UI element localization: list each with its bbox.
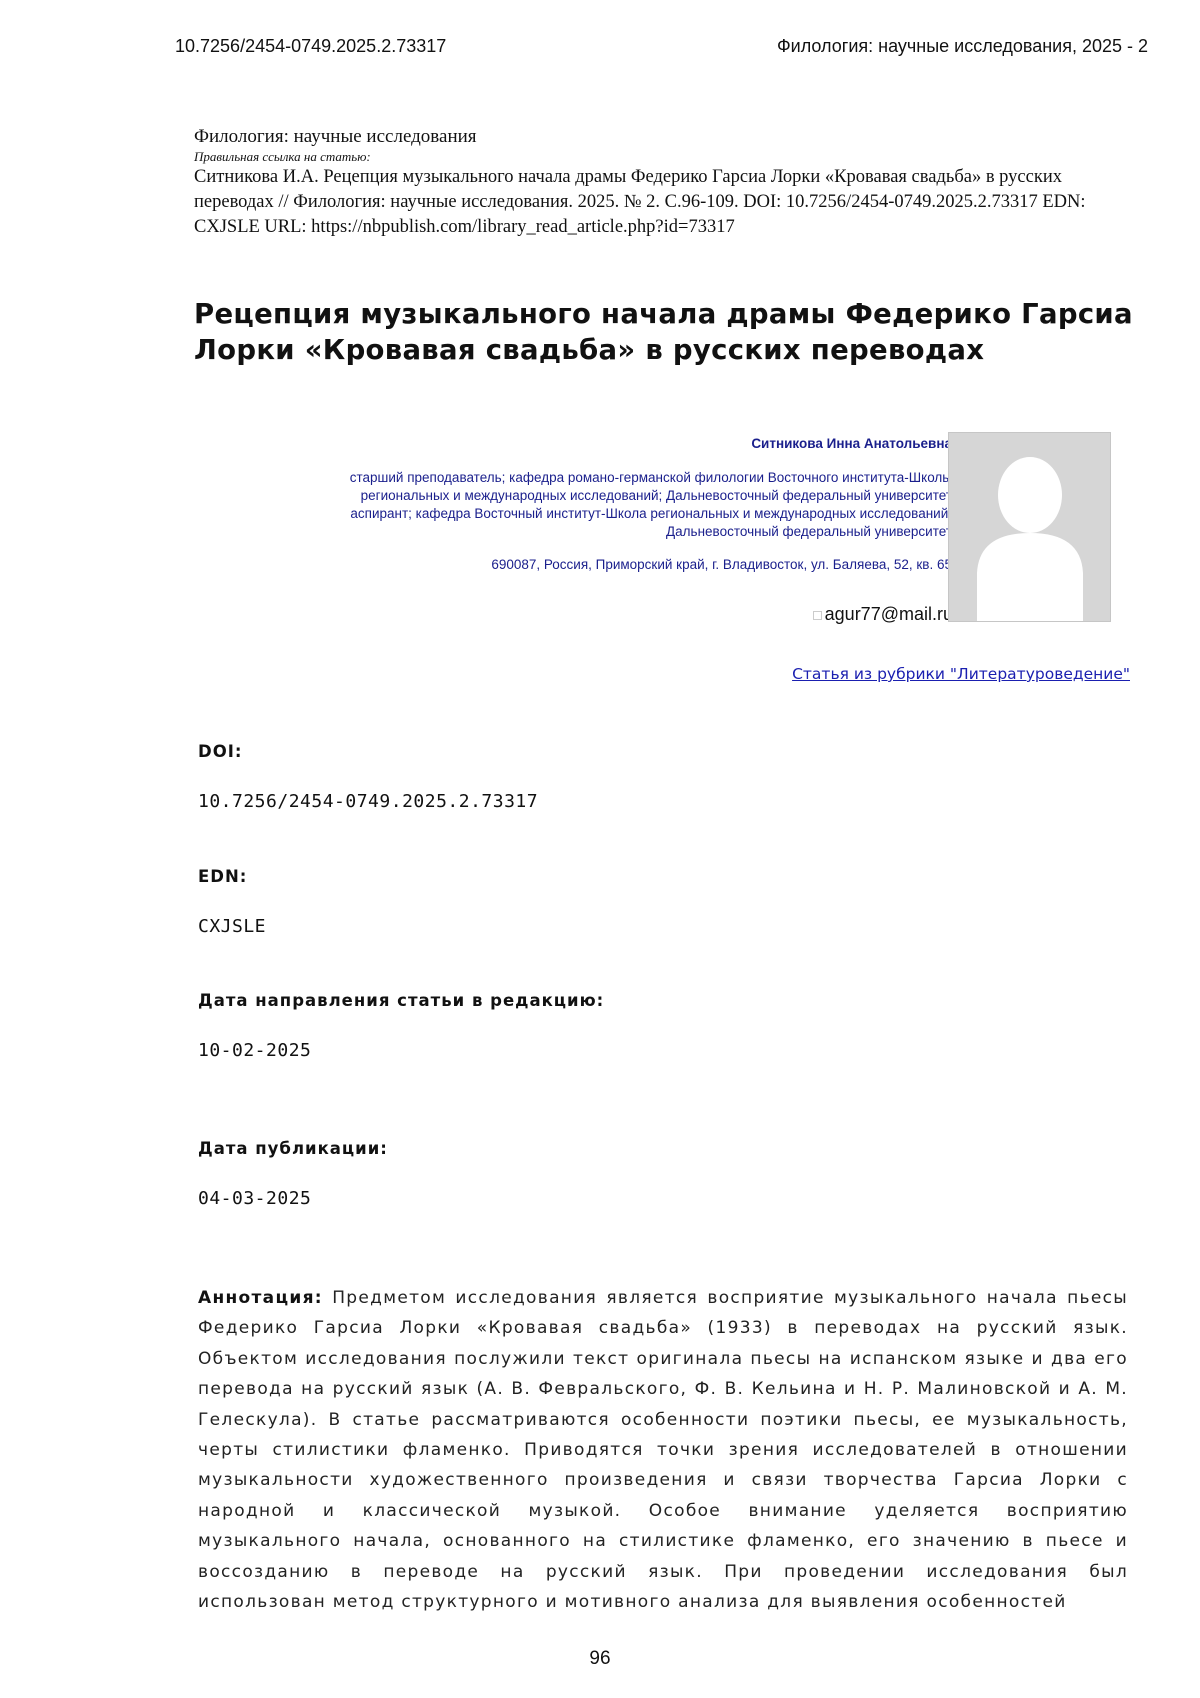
doi-value: 10.7256/2454-0749.2025.2.73317 [198,791,538,812]
affiliation-line: Дальневосточный федеральный университет [252,523,952,541]
rubric-link[interactable]: Статья из рубрики "Литературоведение" [792,665,1130,683]
affiliation-line: аспирант; кафедра Восточный институт-Школа региональных и международных исследований; [252,505,952,523]
citation-journal: Филология: научные исследования [194,124,1134,149]
author-address: 690087, Россия, Приморский край, г. Владивосток, ул. Баляева, 52, кв. 65 [252,557,952,572]
published-label: Дата публикации: [198,1139,388,1158]
email-icon [813,611,822,620]
author-photo-placeholder [948,432,1111,622]
header-journal-issue: Филология: научные исследования, 2025 - 2 [777,36,1148,57]
page-number: 96 [0,1648,1200,1670]
submitted-label: Дата направления статьи в редакцию: [198,991,604,1010]
affiliation-line: региональных и международных исследований; Дальневосточный федеральный университет [252,487,952,505]
header-doi: 10.7256/2454-0749.2025.2.73317 [175,36,446,57]
published-value: 04-03-2025 [198,1188,311,1209]
author-affiliation [252,469,952,541]
doi-label: DOI: [198,742,242,761]
citation-text: Ситникова И.А. Рецепция музыкального начала драмы Федерико Гарсиа Лорки «Кровавая свадьба» в русских переводах // Филология: научные исследования. 2025. № 2. С.96-109. DOI: 10.7256/2454-0749.2025.2.73317 EDN: CXJSLE URL: https://nbpublish.com/library_read_article.php?id=73317 [194,165,1134,240]
citation-block [194,124,1134,240]
article-title: Рецепция музыкального начала драмы Федерико Гарсиа Лорки «Кровавая свадьба» в русских переводах [194,296,1144,368]
avatar-silhouette-icon [949,433,1111,622]
affiliation-line: старший преподаватель; кафедра романо-германской филологии Восточного института-Школы [252,469,952,487]
abstract-label: Аннотация: [198,1288,323,1308]
abstract-text: Предметом исследования является восприятие музыкального начала пьесы Федерико Гарсиа Лорки «Кровавая свадьба» (1933) в переводах на русский язык. Объектом исследования послужили текст оригинала пьесы на испанском языке и два его перевода на русский язык (А. В. Февральского, Ф. В. Кельина и Н. Р. Малиновской и А. М. Гелескула). В статье рассматриваются особенности поэтики пьесы, ее музыкальность, черты стилистики фламенко. Приводятся точки зрения исследователей в отношении музыкальности художественного произведения и связи творчества Гарсиа Лорки с народной и классической музыкой. Особое внимание уделяется восприятию музыкального начала, основанного на стилистике фламенко, его значению в пьесе и воссозданию в переводе на русский язык. При проведении исследования был использован метод структурного и мотивного анализа для выявления особенностей [198,1288,1128,1612]
edn-value: CXJSLE [198,916,266,937]
author-block [252,436,952,572]
author-name: Ситникова Инна Анатольевна [252,436,952,451]
citation-label: Правильная ссылка на статью: [194,149,1134,165]
author-email[interactable]: agur77@mail.ru [825,604,953,624]
edn-label: EDN: [198,867,247,886]
author-email-row [813,604,953,625]
submitted-value: 10-02-2025 [198,1040,311,1061]
abstract [198,1283,1128,1617]
